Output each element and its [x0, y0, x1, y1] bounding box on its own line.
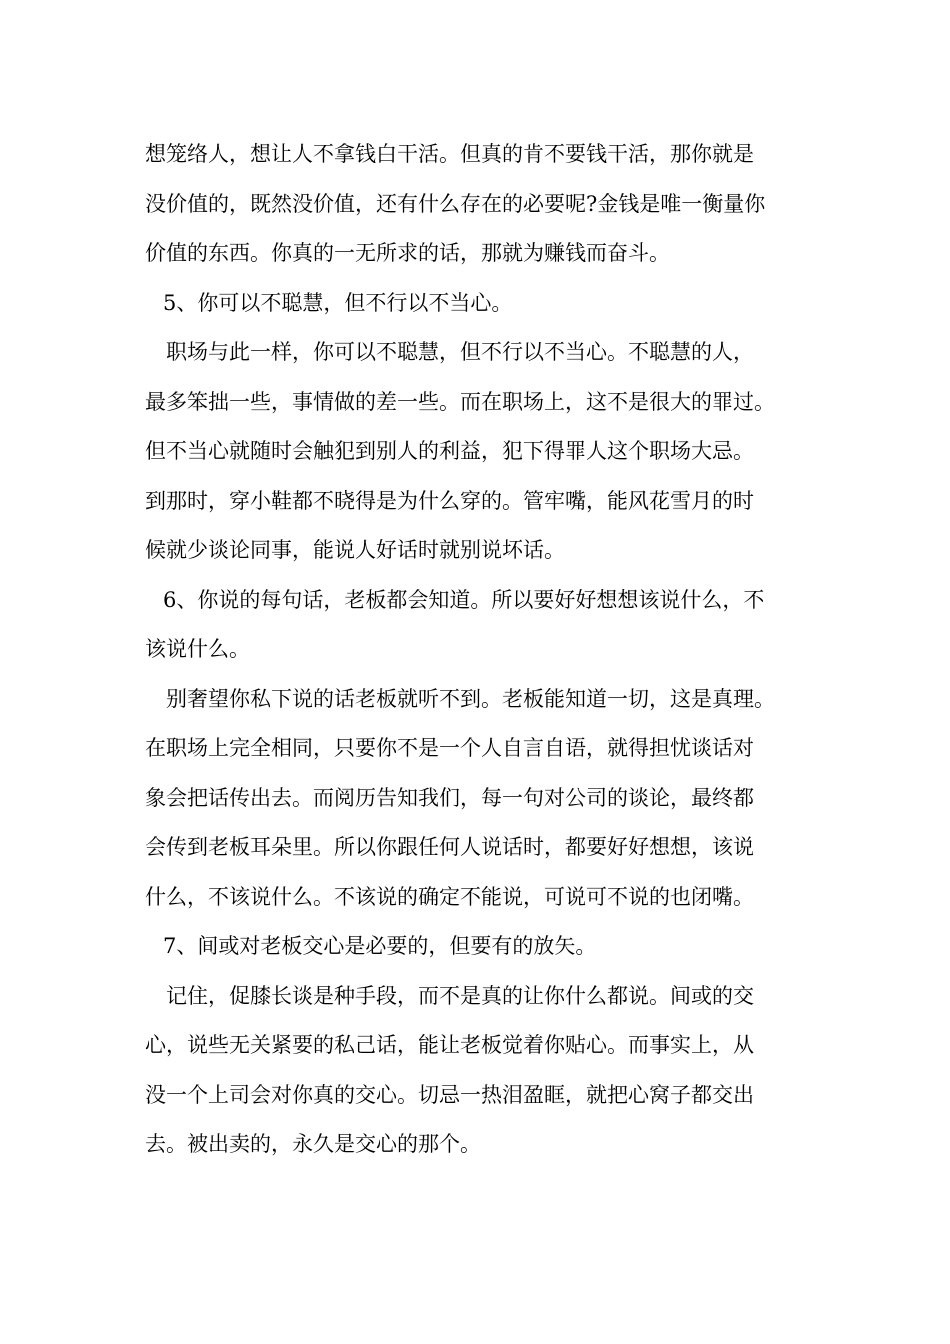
text-line: 最多笨拙一些，事情做的差一些。而在职场上，这不是很大的罪过。: [145, 389, 775, 414]
text-line: 没价值的，既然没价值，还有什么存在的必要呢?金钱是唯一衡量你: [145, 191, 766, 216]
text-line: 在职场上完全相同，只要你不是一个人自言自语，就得担忧谈话对: [145, 736, 754, 760]
text-line: 记住，促膝长谈是种手段，而不是真的让你什么都说。间或的交: [166, 983, 754, 1008]
section-heading-5: 5、你可以不聪慧，但不行以不当心。: [163, 290, 513, 315]
text-line: 会传到老板耳朵里。所以你跟任何人说话时，都要好好想想，该说: [145, 835, 754, 859]
text-line: 心，说些无关紧要的私己话，能让老板觉着你贴心。而事实上，从: [145, 1033, 754, 1057]
section-heading-6: 6、你说的每句话，老板都会知道。所以要好好想想该说什么，不: [163, 587, 765, 612]
text-line: 该说什么。: [145, 637, 250, 661]
text-line: 职场与此一样，你可以不聪慧，但不行以不当心。不聪慧的人，: [166, 340, 754, 364]
text-line: 价值的东西。你真的一无所求的话，那就为赚钱而奋斗。: [145, 241, 670, 265]
text-line: 到那时，穿小鞋都不晓得是为什么穿的。管牢嘴，能风花雪月的时: [145, 488, 754, 513]
text-line: 去。被出卖的，永久是交心的那个。: [145, 1132, 481, 1156]
text-line: 没一个上司会对你真的交心。切忌一热泪盈眶，就把心窝子都交出: [145, 1082, 754, 1107]
text-line: 候就少谈论同事，能说人好话时就别说坏话。: [145, 538, 565, 562]
text-line: 想笼络人，想让人不拿钱白干活。但真的肯不要钱干活，那你就是: [145, 142, 754, 166]
text-line: 什么，不该说什么。不该说的确定不能说，可说可不说的也闭嘴。: [145, 884, 754, 909]
text-line: 但不当心就随时会触犯到别人的利益，犯下得罪人这个职场大忌。: [145, 439, 754, 463]
text-line: 别奢望你私下说的话老板就听不到。老板能知道一切，这是真理。: [166, 686, 775, 711]
section-heading-7: 7、间或对老板交心是必要的，但要有的放矢。: [163, 934, 597, 958]
document-body: [145, 130, 825, 1170]
text-line: 象会把话传出去。而阅历告知我们，每一句对公司的谈论，最终都: [145, 785, 754, 810]
